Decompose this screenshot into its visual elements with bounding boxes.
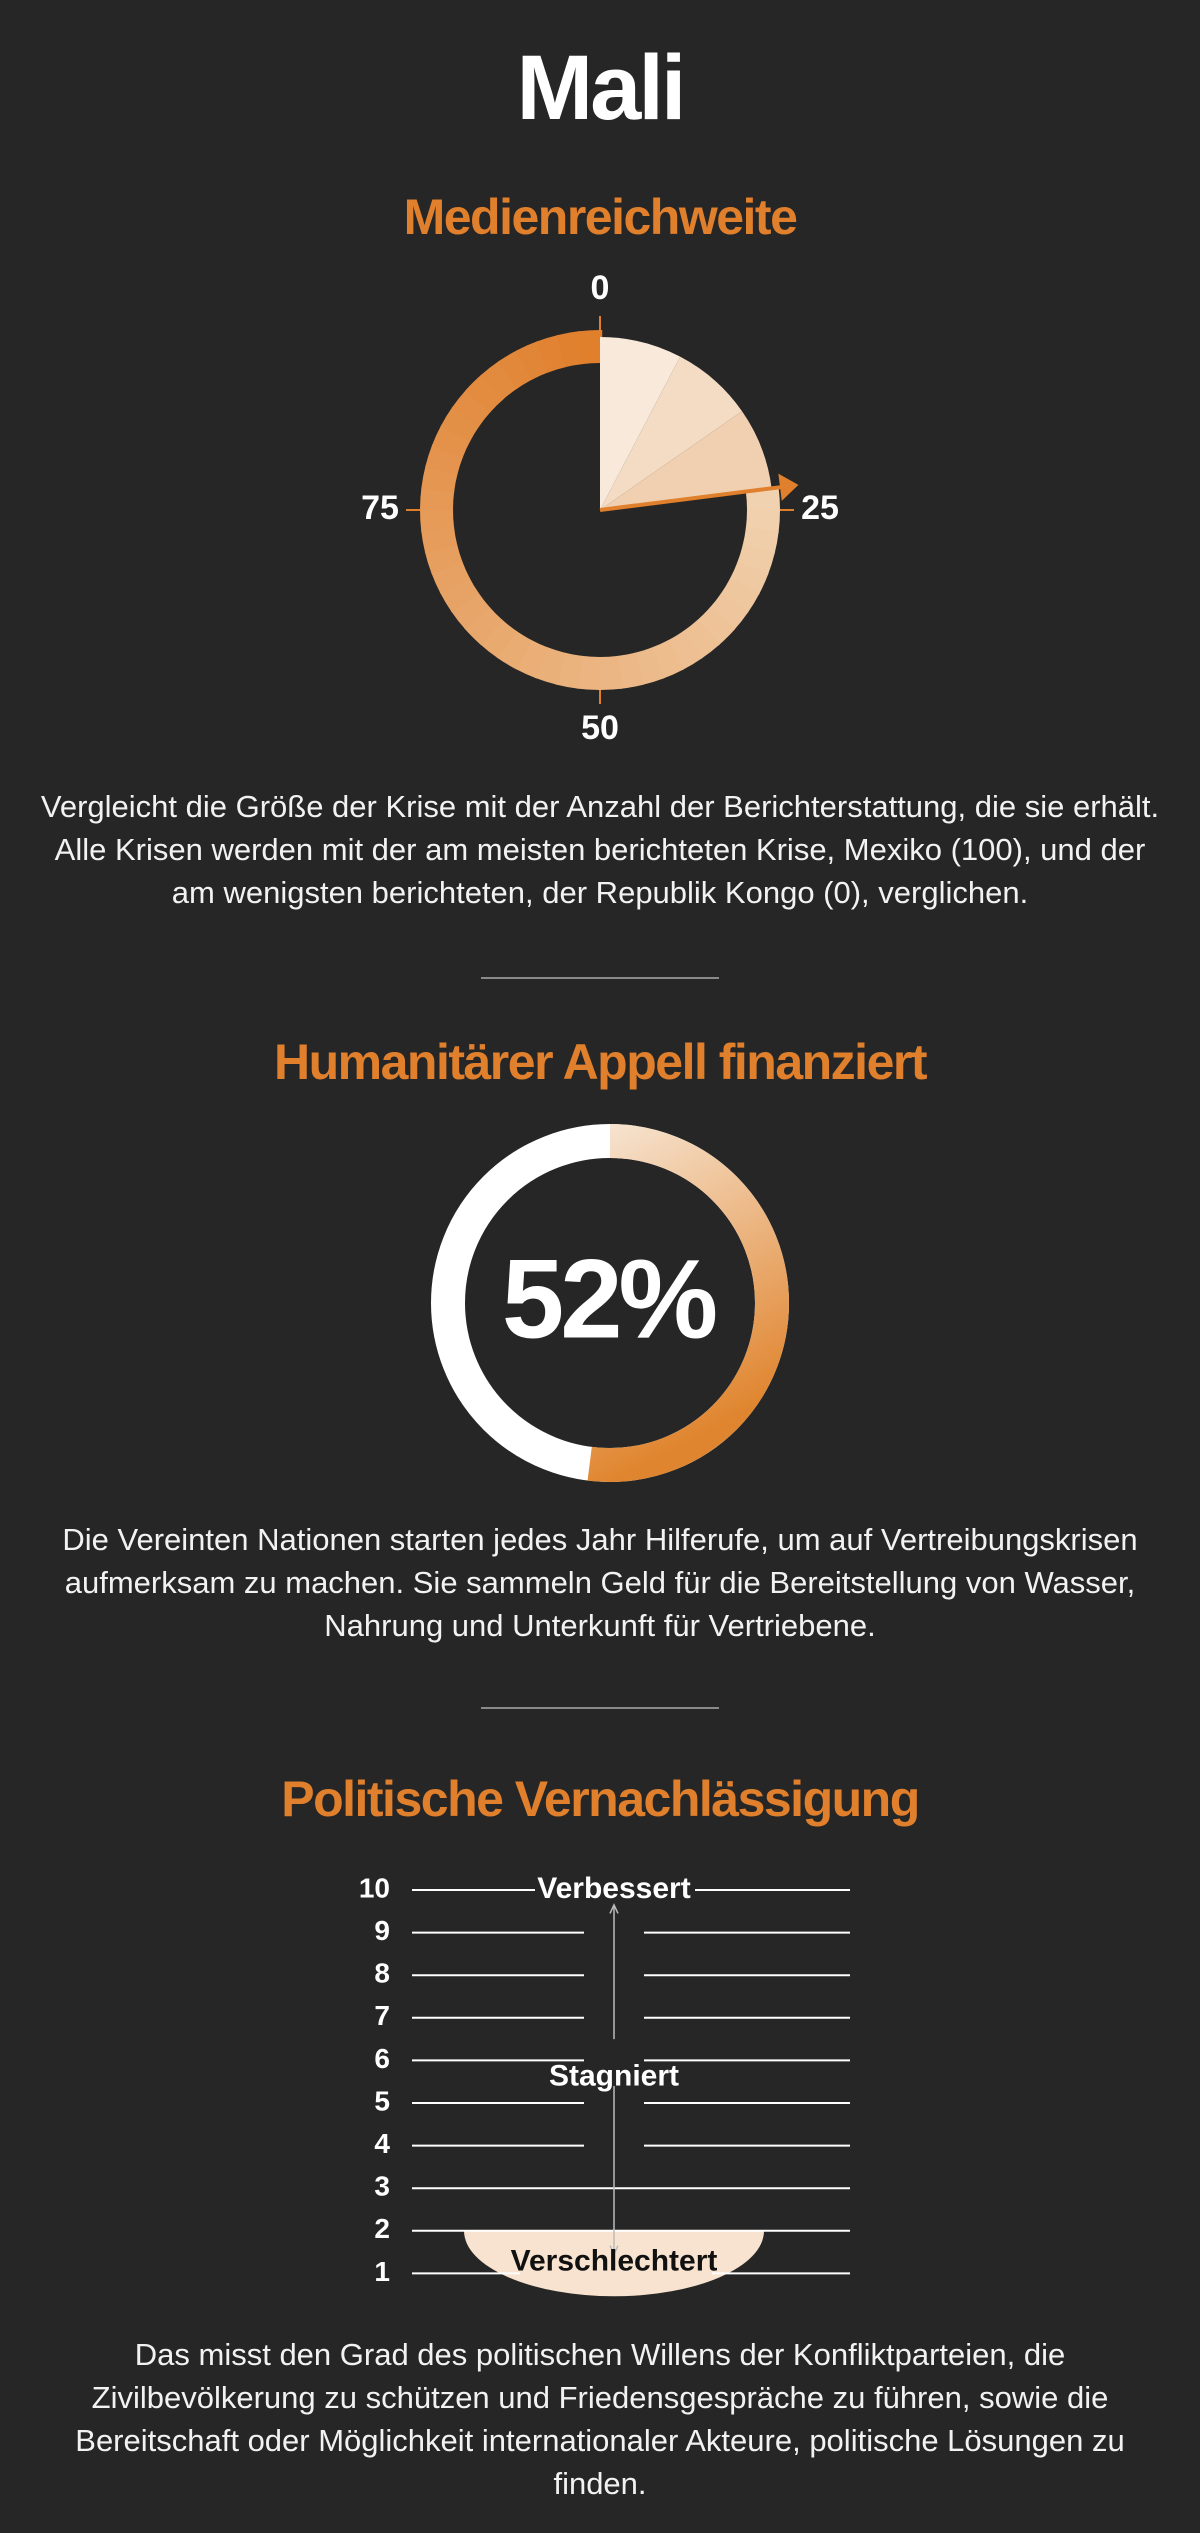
gauge-value-wedge — [600, 337, 798, 510]
political-label-stagnated: Stagniert — [548, 2059, 680, 2093]
gauge-tick-label: 25 — [801, 488, 839, 527]
gauge-tick-label: 50 — [581, 708, 619, 747]
political-tick-label: 2 — [374, 2213, 390, 2245]
funding-donut — [0, 1115, 1200, 1495]
political-tick-label: 1 — [374, 2255, 390, 2287]
media-reach-gauge — [0, 260, 1200, 760]
gauge-ring-segment — [598, 656, 622, 690]
funding-value-label: 52% — [501, 1236, 715, 1362]
section-divider — [481, 977, 719, 979]
political-label-worsened: Verschlechtert — [510, 2244, 718, 2278]
page-title: Mali — [516, 37, 684, 139]
section-divider — [481, 1707, 719, 1709]
funding-description: Die Vereinten Nationen starten jedes Jahr Hilferufe, um auf Vertreibungskrisen aufmerksam zu machen. Sie sammeln Geld für die Bereitstellung von Wasser, Nahrung und Unterkunft für Vertriebene. — [62, 1522, 1138, 1643]
political-scale — [0, 1855, 1200, 2305]
media-reach-description: Vergleicht die Größe der Krise mit der Anzahl der Berichterstattung, die sie erhält. Alle Krisen werden mit der am meisten berichteten Krise, Mexiko (100), und der am wenigsten berichteten, der Republik Kongo (0), verglichen. — [40, 789, 1160, 910]
political-title: Politische Vernachlässigung — [281, 1771, 919, 1827]
political-tick-label: 7 — [374, 2000, 390, 2032]
political-tick-label: 3 — [374, 2170, 390, 2202]
political-tick-label: 4 — [374, 2127, 390, 2159]
funding-title: Humanitärer Appell finanziert — [274, 1034, 926, 1090]
political-label-improved: Verbessert — [537, 1871, 691, 1905]
political-tick-label: 6 — [374, 2042, 390, 2074]
gauge-tick-label: 0 — [590, 268, 610, 307]
political-description: Das misst den Grad des politischen Willens der Konfliktparteien, die Zivilbevölkerung zu schützen und Friedensgespräche zu führen, sowie die Bereitschaft oder Möglichkeit internationaler Akteure, politische Lösungen zu finden. — [75, 2337, 1125, 2501]
political-tick-label: 5 — [374, 2085, 390, 2117]
gauge-ring-segment — [578, 330, 602, 364]
media-reach-title: Medienreichweite — [403, 189, 797, 245]
gauge-needle-tip — [778, 474, 798, 501]
political-tick-label: 9 — [374, 1914, 390, 1946]
political-tick-label: 10 — [358, 1872, 390, 1904]
gauge-ring-segment — [420, 508, 454, 532]
political-tick-label: 8 — [374, 1957, 390, 1989]
gauge-tick-label: 75 — [361, 488, 399, 527]
